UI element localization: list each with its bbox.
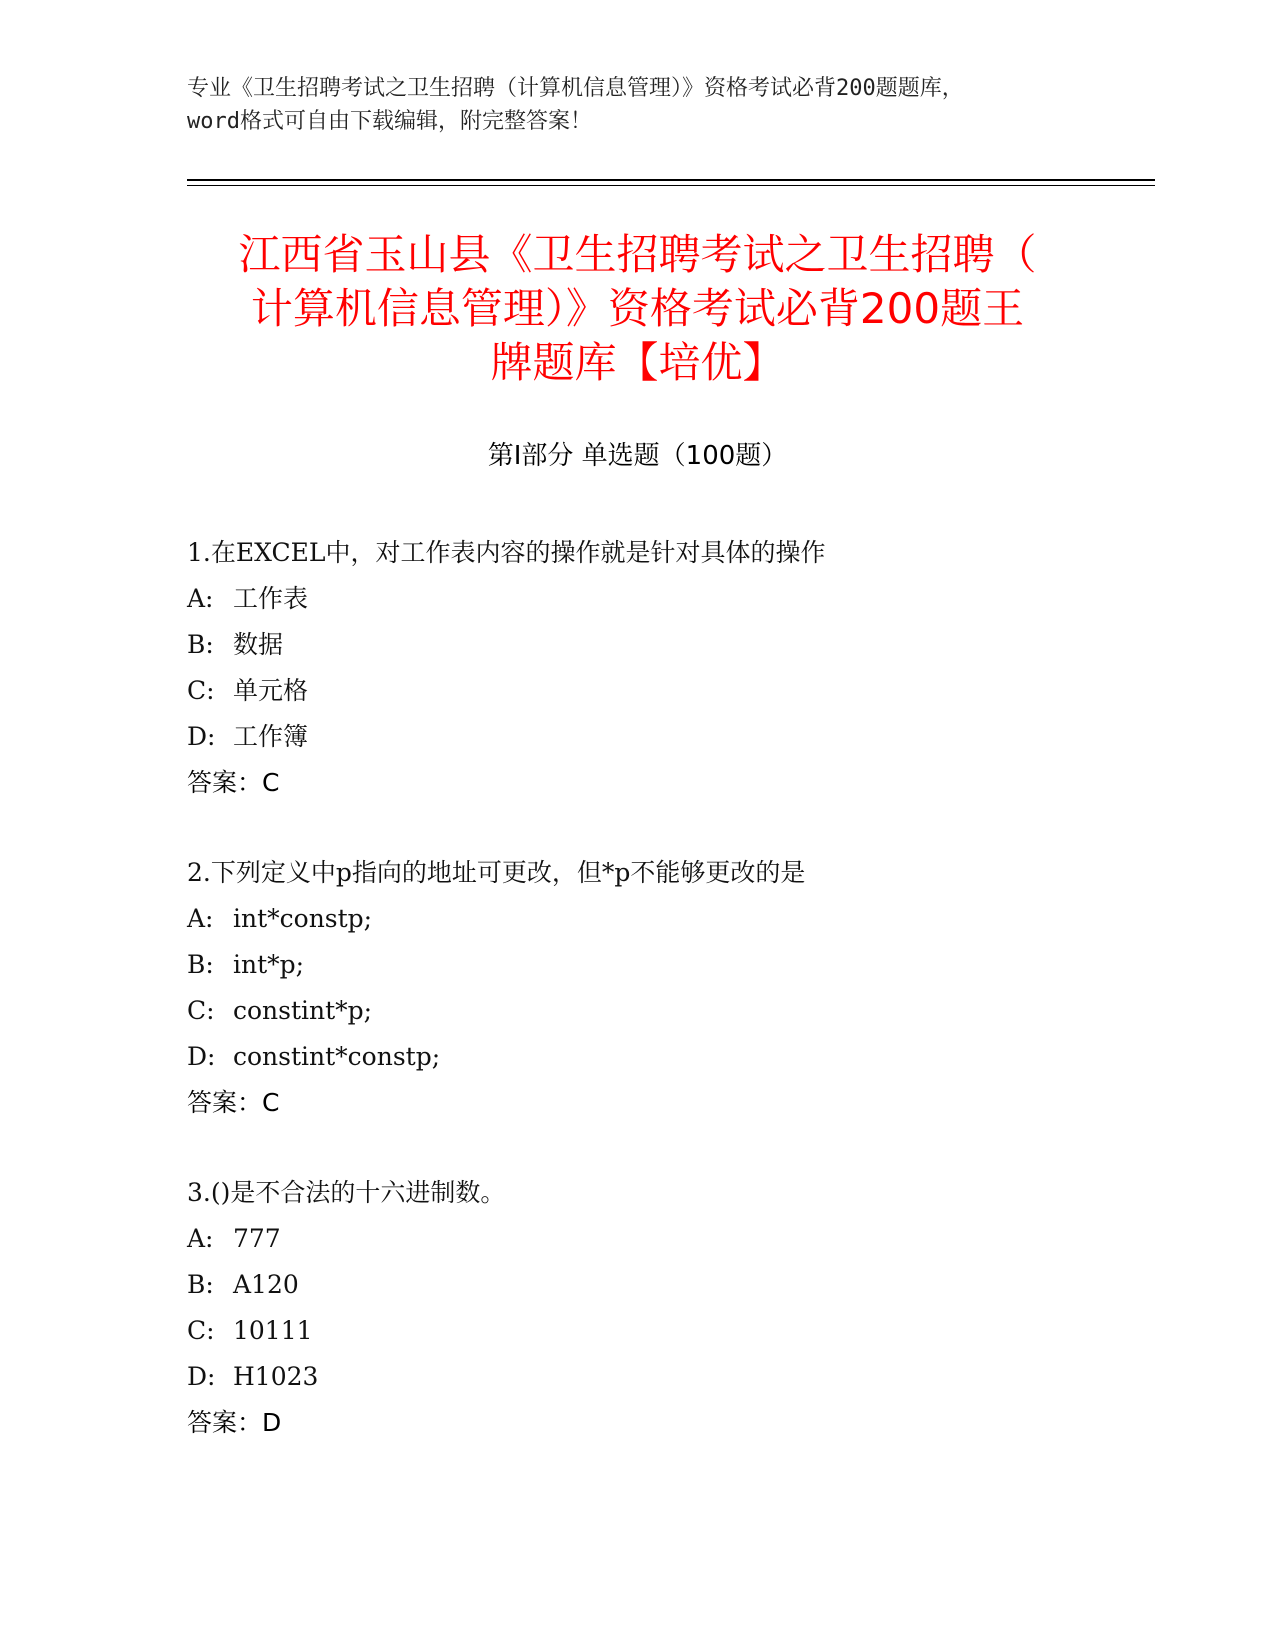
option-c (187, 988, 1147, 1034)
option-text: int*p; (233, 950, 305, 979)
option-key: B: (187, 1270, 214, 1299)
answer: 答案：C (187, 1088, 280, 1117)
section-title: 第Ⅰ部分 单选题（100题） (487, 441, 788, 471)
option-key: B: (187, 630, 214, 659)
option-text: A120 (233, 1270, 299, 1299)
document-title-line-2: 计算机信息管理）》资格考试必背200题王 (250, 284, 1025, 333)
option-text: int*constp; (233, 904, 373, 933)
option-key: D: (187, 1362, 216, 1391)
option-text: 工作表 (233, 584, 309, 613)
option-a (187, 896, 1147, 942)
header-note-line-2: word格式可自由下载编辑，附完整答案！ (187, 109, 592, 134)
document-title (150, 228, 1125, 390)
option-text: H1023 (233, 1362, 319, 1391)
option-key: A: (187, 904, 214, 933)
question-text: 3.()是不合法的十六进制数。 (187, 1178, 506, 1207)
option-b (187, 1262, 1147, 1308)
option-b (187, 622, 1147, 668)
option-d (187, 1354, 1147, 1400)
option-text: constint*p; (233, 996, 373, 1025)
question-3 (187, 1170, 1147, 1446)
option-a (187, 576, 1147, 622)
option-c (187, 1308, 1147, 1354)
option-text: 数据 (233, 630, 284, 659)
option-key: D: (187, 722, 216, 751)
document-title-line-1: 江西省玉山县《卫生招聘考试之卫生招聘（ (238, 230, 1037, 279)
option-a (187, 1216, 1147, 1262)
option-text: 10111 (233, 1316, 313, 1345)
option-text: 单元格 (233, 676, 309, 705)
header-divider-thin (187, 185, 1155, 186)
header-note-line-1: 专业《卫生招聘考试之卫生招聘（计算机信息管理）》资格考试必背200题题库， (187, 76, 964, 101)
option-d (187, 1034, 1147, 1080)
question-2 (187, 850, 1147, 1126)
option-key: A: (187, 584, 214, 613)
question-1 (187, 530, 1147, 806)
option-text: constint*constp; (233, 1042, 441, 1071)
option-key: D: (187, 1042, 216, 1071)
question-text: 1.在EXCEL中，对工作表内容的操作就是针对具体的操作 (187, 538, 826, 567)
option-key: C: (187, 1316, 215, 1345)
option-key: C: (187, 676, 215, 705)
answer: 答案：C (187, 768, 280, 797)
option-c (187, 668, 1147, 714)
question-text: 2.下列定义中p指向的地址可更改，但*p不能够更改的是 (187, 858, 806, 887)
option-key: A: (187, 1224, 214, 1253)
option-key: B: (187, 950, 214, 979)
option-d (187, 714, 1147, 760)
option-text: 工作簿 (233, 722, 309, 751)
header-note (187, 72, 1087, 138)
option-b (187, 942, 1147, 988)
option-key: C: (187, 996, 215, 1025)
document-title-line-3: 牌题库【培优】 (490, 338, 785, 387)
answer: 答案：D (187, 1408, 282, 1437)
header-divider-thick (187, 179, 1155, 181)
option-text: 777 (233, 1224, 281, 1253)
